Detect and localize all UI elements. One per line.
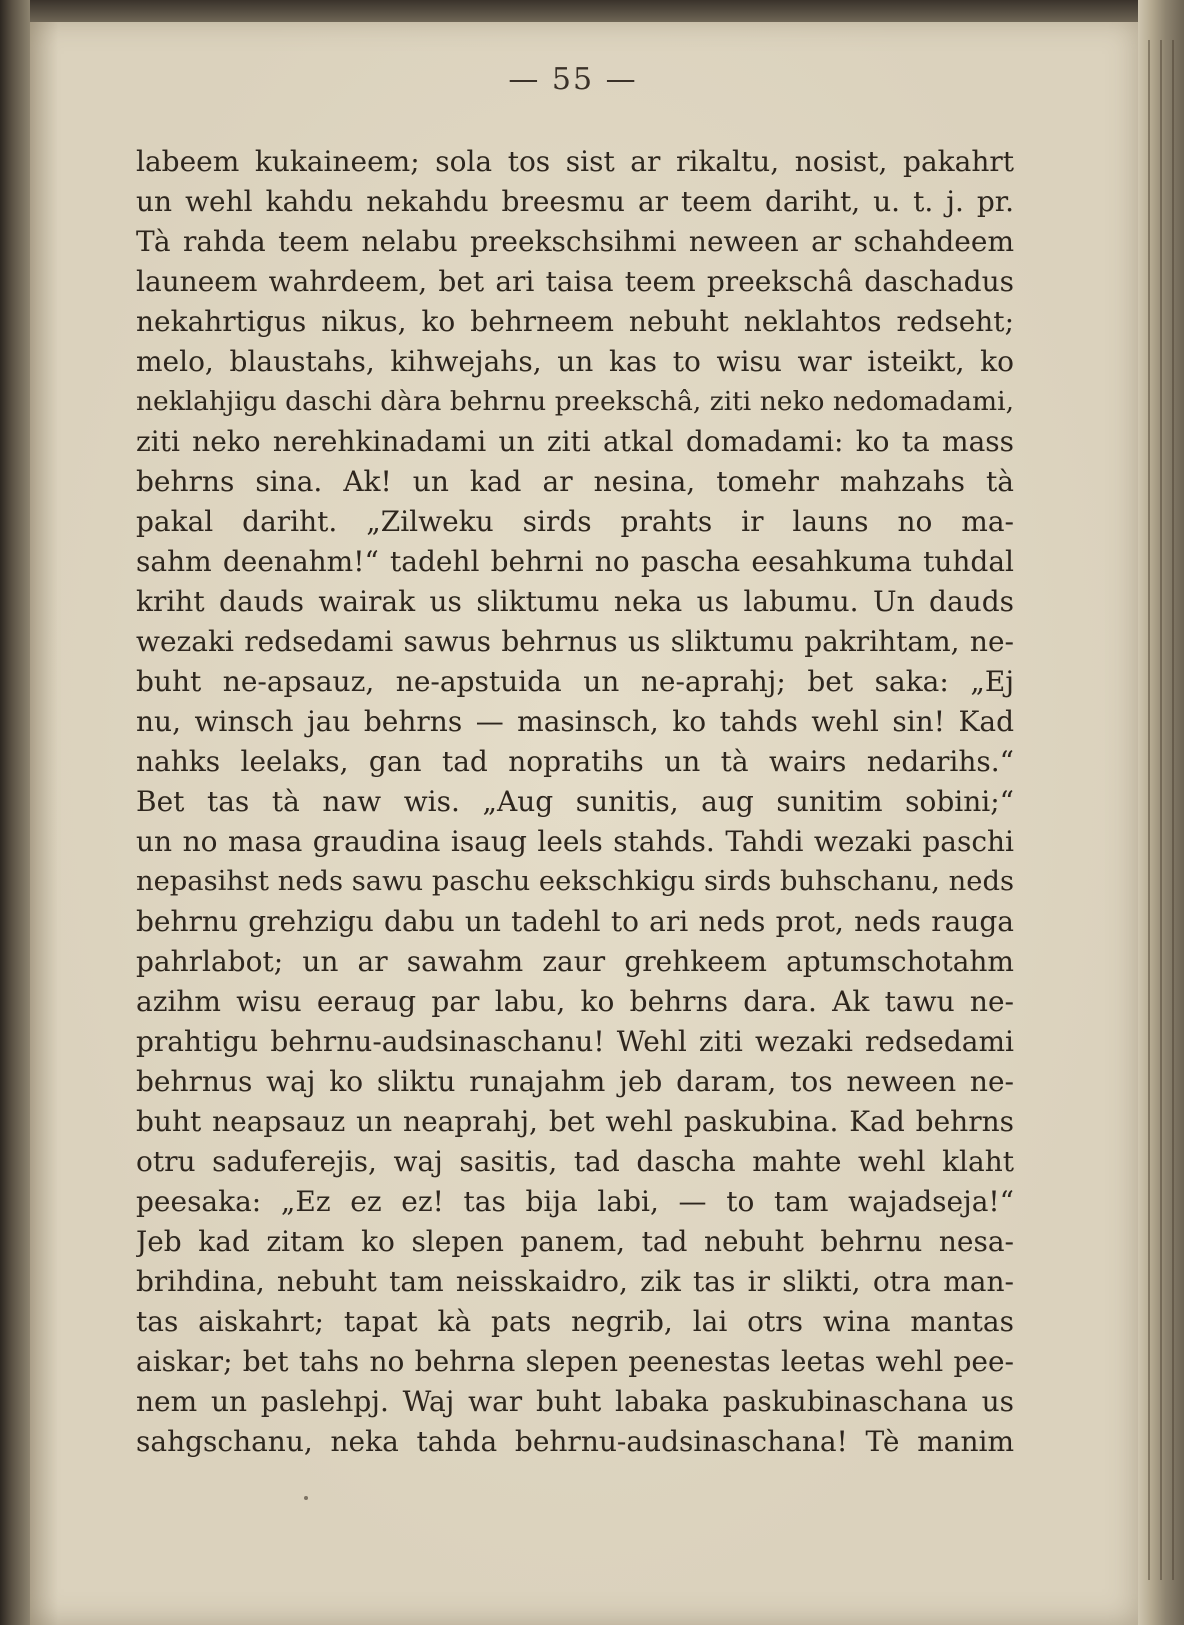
text-line: launeem wahrdeem, bet ari taisa teem preekschâ daschadus (136, 265, 1014, 298)
text-line: behrns sina. Ak! un kad ar nesina, tomehr mahzahs tà (136, 465, 1014, 498)
text-line: aiskar; bet tahs no behrna slepen peenestas leetas wehl pee- (136, 1345, 1014, 1378)
text-line: tas aiskahrt; tapat kà pats negrib, lai otrs wina mantas (136, 1305, 1014, 1338)
text-line: behrnu grehzigu dabu un tadehl to ari neds prot, neds rauga (136, 905, 1014, 938)
text-line: buht ne-apsauz, ne-apstuida un ne-aprahj; bet saka: „Ej (136, 665, 1014, 698)
body-text (136, 142, 1014, 1462)
text-line: labeem kukaineem; sola tos sist ar rikaltu, nosist, pakahrt (136, 145, 1014, 178)
text-line: otru saduferejis, waj sasitis, tad dascha mahte wehl klaht (136, 1145, 1014, 1178)
text-line: nu, winsch jau behrns — masinsch, ko tahds wehl sin! Kad (136, 705, 1014, 738)
book-page (28, 18, 1138, 1625)
text-line: buht neapsauz un neaprahj, bet wehl paskubina. Kad behrns (136, 1105, 1014, 1138)
text-line: sahm deenahm!“ tadehl behrni no pascha eesahkuma tuhdal (136, 545, 1014, 578)
text-line: behrnus waj ko sliktu runajahm jeb daram, tos neween ne- (136, 1065, 1014, 1098)
text-line: Tà rahda teem nelabu preekschsihmi neween ar schahdeem (136, 225, 1014, 258)
text-line: un no masa graudina isaug leels stahds. Tahdi wezaki paschi (136, 825, 1014, 858)
text-line: brihdina, nebuht tam neisskaidro, zik tas ir slikti, otra man- (136, 1265, 1014, 1298)
text-line: Jeb kad zitam ko slepen panem, tad nebuht behrnu nesa- (136, 1225, 1014, 1258)
text-line: neklahjigu daschi dàra behrnu preekschâ, ziti neko nedomadami, (136, 386, 1014, 417)
text-line: kriht dauds wairak us sliktumu neka us labumu. Un dauds (136, 585, 1014, 618)
ink-speck (304, 1496, 308, 1500)
text-line: un wehl kahdu nekahdu breesmu ar teem dariht, u. t. j. pr. (136, 185, 1014, 218)
text-line: melo, blaustahs, kihwejahs, un kas to wisu war isteikt, ko (136, 345, 1014, 378)
text-line: peesaka: „Ez ez ez! tas bija labi, — to tam wajadseja!“ (136, 1185, 1014, 1218)
text-line: Bet tas tà naw wis. „Aug sunitis, aug sunitim sobini;“ (136, 785, 1014, 818)
text-line: nem un paslehpj. Waj war buht labaka paskubinaschana us (136, 1385, 1014, 1418)
book-top-edge (0, 0, 1184, 22)
text-line: azihm wisu eeraug par labu, ko behrns dara. Ak tawu ne- (136, 985, 1014, 1018)
text-line: pahrlabot; un ar sawahm zaur grehkeem aptumschotahm (136, 945, 1014, 978)
text-line: prahtigu behrnu-audsinaschanu! Wehl ziti wezaki redsedami (136, 1025, 1014, 1058)
text-line: sahgschanu, neka tahda behrnu-audsinaschana! Tè manim (136, 1425, 1014, 1458)
book-fore-edge (1138, 0, 1184, 1625)
text-line: wezaki redsedami sawus behrnus us sliktumu pakrihtam, ne- (136, 625, 1014, 658)
text-line: nepasihst neds sawu paschu eekschkigu sirds buhschanu, neds (136, 866, 1014, 897)
text-line: pakal dariht. „Zilweku sirds prahts ir launs no ma- (136, 505, 1014, 538)
page-number: — 55 — (508, 62, 638, 97)
text-line: nekahrtigus nikus, ko behrneem nebuht neklahtos redseht; (136, 305, 1014, 338)
text-line: ziti neko nerehkinadami un ziti atkal domadami: ko ta mass (136, 425, 1014, 458)
text-line: nahks leelaks, gan tad nopratihs un tà wairs nedarihs.“ (136, 745, 1014, 778)
book-binding-edge (0, 0, 30, 1625)
